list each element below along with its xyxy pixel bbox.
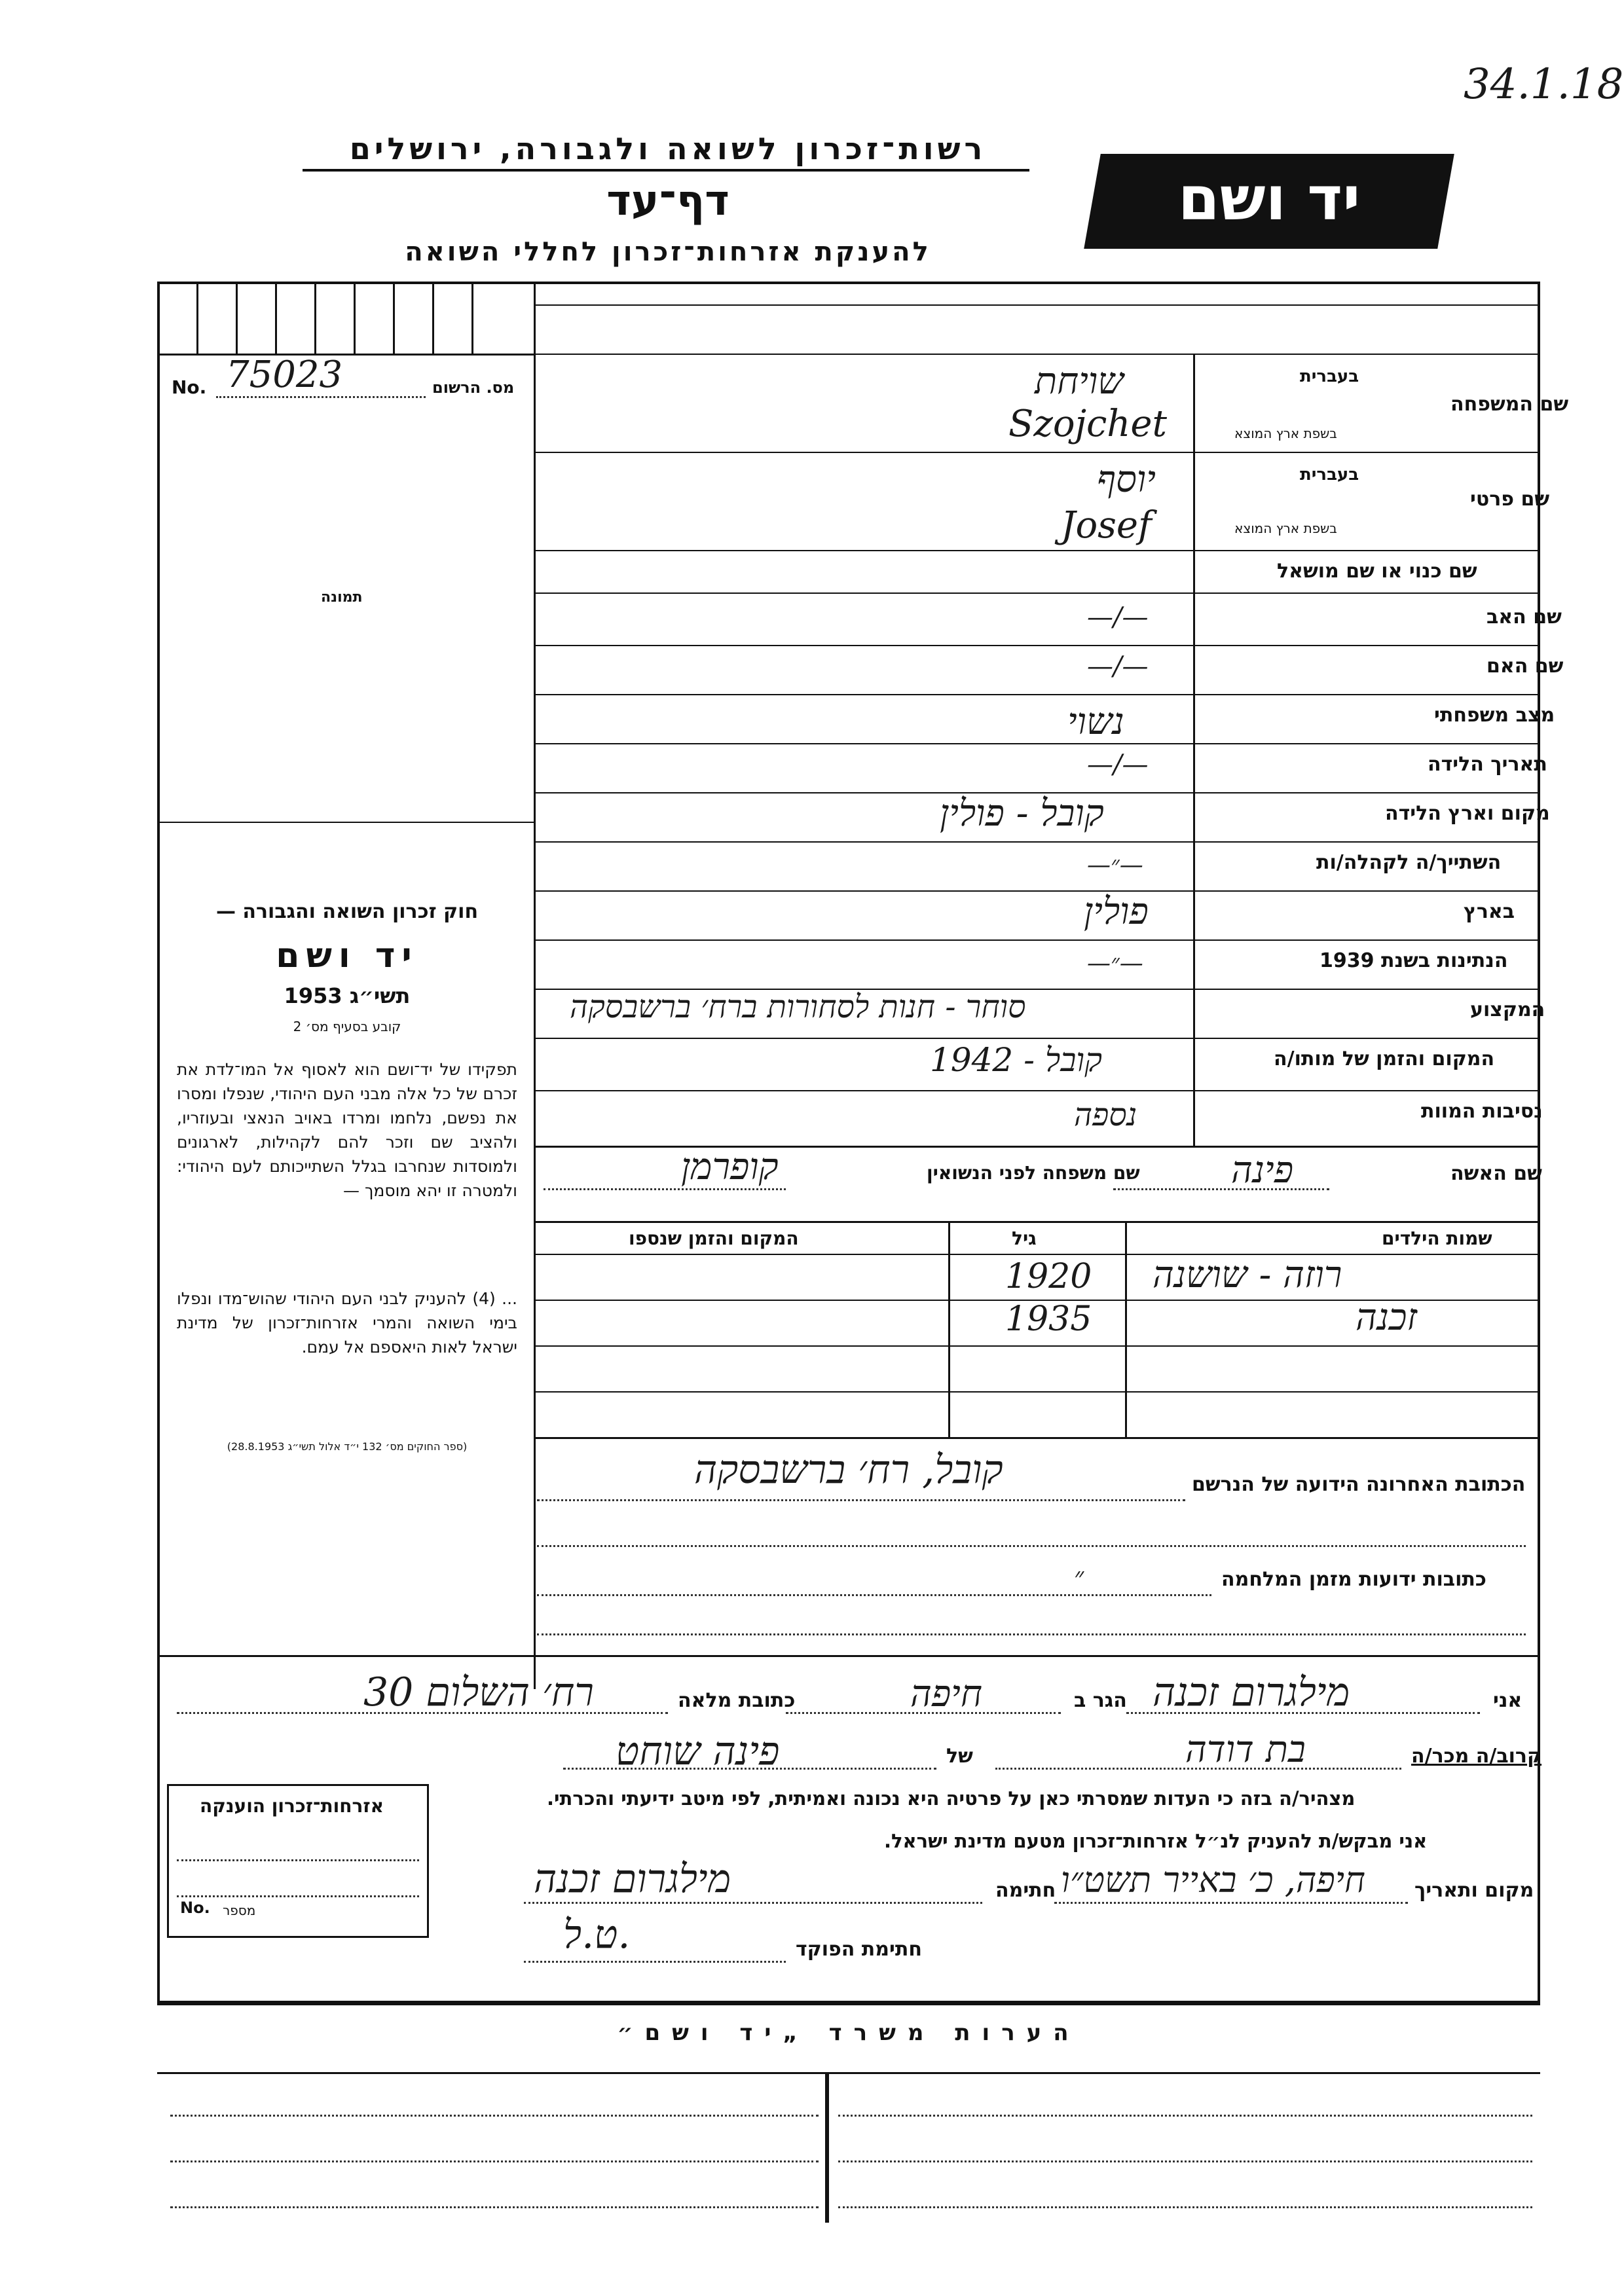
declaration-dotted-line xyxy=(177,1712,668,1714)
wife-label: שם האשה xyxy=(1450,1162,1542,1185)
witness-full-address[interactable]: רח׳ השלום 30 xyxy=(363,1669,594,1715)
form-title: דף־עד xyxy=(606,177,729,225)
row-line xyxy=(534,354,1540,355)
declaration-dotted-line xyxy=(1126,1712,1480,1714)
death-place-time-label: המקום והזמן של מותו/ה xyxy=(1274,1048,1495,1070)
profession-value[interactable]: סוחר - חנות לסחורות ברח׳ ברשבסקה xyxy=(570,989,1026,1025)
lives-in-label: הגר ב xyxy=(1074,1689,1127,1712)
law-clause-ref: קובע בסעיף מס׳ 2 xyxy=(293,1019,401,1034)
row-line xyxy=(534,645,1540,646)
law-paragraph-1: תפקידו של יד־ושם הוא לאסוף אל המו־לדת את זכרם של כל אלה מבני העם היהודי, שנפלו ומסרו את נפשם, נלחמו ומרדו באויב הנאצי ובעוזריו, ולהציב שם וזכר להם לקהילות, לארגונים ולמוסדות שנחרבו בגלל השתייכותם לעם היהודי: ולמטרה זו יהא מוסמך — xyxy=(177,1060,517,1200)
declaration-dotted-line xyxy=(563,1768,936,1770)
family-name-native-sub: בשפת ארץ המוצא xyxy=(1234,426,1337,441)
signature-dotted-line xyxy=(1054,1902,1408,1904)
row-line xyxy=(534,550,1540,551)
row-line xyxy=(534,694,1540,695)
registration-top-line xyxy=(157,354,534,355)
form-subtitle: להענקת אזרחות־זכרון לחללי השואה xyxy=(405,237,931,267)
wife-row-bottom xyxy=(534,1221,1540,1223)
birthplace-value[interactable]: קובל - פולין xyxy=(940,792,1104,835)
law-year: תשי״ג 1953 xyxy=(284,983,411,1008)
wife-maiden-value[interactable]: קופרמן xyxy=(681,1146,779,1188)
witness-name[interactable]: מילגרום זכנה xyxy=(1153,1669,1350,1715)
authority-line: רשות־זכרון לשואה ולגבורה, ירושלים xyxy=(349,131,987,166)
row-line xyxy=(534,1038,1540,1039)
last-address-value[interactable]: קובל, רח׳ ברשבסקה xyxy=(694,1447,1003,1493)
country-value[interactable]: פולין xyxy=(1084,890,1149,933)
address-dotted-line xyxy=(537,1499,1185,1501)
registration-no-label: No. xyxy=(172,376,207,398)
witness-city[interactable]: חיפה xyxy=(910,1673,982,1715)
statement-2: אני מבקש/ת להעניק לנ״ל אזרחות־זכרון מטעם מדינת ישראל. xyxy=(884,1830,1428,1852)
statement-1: מצהיר/ה בזה כי העדות שמסרתי כאן על פרטיה היא נכונה ואמיתית, לפי מיטב ידיעתי והכרתי. xyxy=(547,1787,1356,1810)
grid-cell xyxy=(196,282,198,354)
citizenship-no-label: No. xyxy=(180,1899,210,1917)
archive-number: 34.1.18 xyxy=(1464,60,1624,109)
remarks-dotted-line xyxy=(838,2160,1532,2162)
signature-label: חתימה xyxy=(995,1879,1056,1902)
left-column-divider xyxy=(534,282,536,1689)
remarks-dotted-line xyxy=(838,2206,1532,2208)
labels-column-divider xyxy=(1193,354,1195,1146)
row-line xyxy=(534,592,1540,594)
wife-dotted-line xyxy=(1113,1188,1329,1190)
last-address-label: הכתובת האחרונה הידועה של הנרשם xyxy=(1192,1473,1526,1496)
citizenship-1939-value[interactable]: —״— xyxy=(1087,950,1143,977)
given-name-native-sub: בשפת ארץ המוצא xyxy=(1234,520,1337,536)
grid-cell xyxy=(236,282,238,354)
full-address-label: כתובת מלאה xyxy=(678,1689,796,1712)
address-dotted-line xyxy=(537,1633,1526,1635)
row-line xyxy=(534,939,1540,941)
birth-date-value[interactable]: —/— xyxy=(1087,750,1149,780)
given-name-hebrew-sub: בעברית xyxy=(1300,465,1359,484)
mother-name-value[interactable]: —/— xyxy=(1087,651,1149,682)
child-2-name[interactable]: זכנה xyxy=(1356,1296,1418,1339)
birth-date-label: תאריך הלידה xyxy=(1428,753,1547,776)
citizenship-number-label: מספר xyxy=(223,1903,256,1918)
grid-cell xyxy=(354,282,356,354)
family-name-hebrew-sub: בעברית xyxy=(1300,367,1359,386)
law-paragraph-2: ... (4) להעניק לבני העם היהודי שהוש־מדו ונפלו בימי השואה והמרי אזרחות־זכרון של מדינת ישראל לאות היאספם אל עמם. xyxy=(177,1289,517,1357)
logo-text: יד ושם xyxy=(1177,164,1361,234)
father-name-label: שם האב xyxy=(1486,606,1562,629)
address-dotted-line xyxy=(537,1545,1526,1547)
declaration-dotted-line xyxy=(995,1768,1401,1770)
row-line xyxy=(534,743,1540,744)
wife-value[interactable]: פינה xyxy=(1231,1149,1294,1192)
place-date-value[interactable]: חיפה, כ׳ באייר תשט״ו xyxy=(1061,1859,1365,1901)
witness-signature[interactable]: מילגרום זכנה xyxy=(534,1856,731,1902)
official-dotted-line xyxy=(524,1961,786,1963)
photo-bottom-line xyxy=(157,822,534,823)
marital-status-label: מצב משפחתי xyxy=(1434,704,1555,727)
grid-cell xyxy=(432,282,434,354)
given-name-label: שם פרטי xyxy=(1470,488,1550,511)
remarks-dotted-line xyxy=(170,2160,819,2162)
child-1-name[interactable]: רוזה - שושנה xyxy=(1153,1254,1342,1296)
official-signature[interactable]: ט.ל. xyxy=(563,1912,631,1958)
remarks-dotted-line xyxy=(170,2115,819,2117)
place-date-label: מקום ותאריך xyxy=(1414,1879,1534,1902)
grid-cell xyxy=(393,282,395,354)
children-names-header: שמות הילדים xyxy=(1382,1228,1492,1249)
address-bottom xyxy=(157,1655,1540,1657)
children-place-header: המקום והזמן שנספו xyxy=(629,1228,799,1249)
remarks-divider xyxy=(825,2072,829,2223)
remarks-title: הערות משרד „יד ושם״ xyxy=(617,2020,1080,2046)
mother-name-label: שם האם xyxy=(1486,655,1564,678)
citizenship-box-line xyxy=(177,1895,419,1897)
remarks-header-line xyxy=(157,2072,1540,2074)
wife-maiden-label: שם משפחה לפני הנשואין xyxy=(927,1162,1140,1184)
remarks-dotted-line xyxy=(170,2206,819,2208)
wartime-address-value[interactable]: ״ xyxy=(1074,1562,1084,1592)
registration-label: מס. הרשום xyxy=(432,378,515,397)
law-name: יד ושם xyxy=(276,936,418,975)
relation-value[interactable]: בת דודה xyxy=(1185,1728,1306,1771)
family-name-hebrew-value[interactable]: שויחת xyxy=(1035,360,1124,403)
given-name-hebrew-value[interactable]: יוסף xyxy=(1097,458,1156,501)
community-label: השתייך/ה לקהלה/ות xyxy=(1316,851,1502,874)
row-line xyxy=(534,452,1540,453)
death-circumstances-label: נסיבות המוות xyxy=(1421,1100,1543,1123)
signature-dotted-line xyxy=(524,1902,982,1904)
father-name-value[interactable]: —/— xyxy=(1087,602,1149,632)
child-1-age[interactable]: 1920 xyxy=(1005,1257,1092,1296)
death-circumstances-value[interactable]: נספה xyxy=(1074,1097,1137,1133)
children-row-line xyxy=(534,1345,1540,1347)
grid-cell xyxy=(314,282,316,354)
profession-label: המקצוע xyxy=(1470,998,1545,1021)
remarks-dotted-line xyxy=(838,2115,1532,2117)
community-value[interactable]: —״— xyxy=(1087,852,1143,879)
declaration-dotted-line xyxy=(786,1712,1061,1714)
nickname-label: שם כנוי או שם מושאל xyxy=(1277,560,1477,583)
of-label: של xyxy=(946,1745,973,1768)
law-source-note: (ספר החוקים מס׳ 132 י״ד אלול תשי״ג 28.8.1953) xyxy=(227,1440,468,1453)
death-place-time-value[interactable]: קובל - 1942 xyxy=(930,1041,1102,1079)
child-2-age[interactable]: 1935 xyxy=(1005,1300,1092,1339)
remarks-top xyxy=(157,2003,1540,2005)
row-line xyxy=(534,890,1540,892)
birthplace-label: מקום וארץ הלידה xyxy=(1385,802,1550,825)
top-band-line xyxy=(534,304,1540,306)
registration-dotted-line xyxy=(216,396,426,398)
children-bottom xyxy=(534,1437,1540,1439)
law-title: חוק זכרון השואה והגבורה — xyxy=(215,900,479,923)
registration-number[interactable]: 75023 xyxy=(226,354,343,396)
of-value[interactable]: פינה שוחט xyxy=(616,1728,780,1774)
wartime-address-label: כתובות ידועות מזמן המלחמה xyxy=(1221,1568,1486,1591)
family-name-native-value[interactable]: Szojchet xyxy=(1008,403,1168,445)
family-name-label: שם המשפחה xyxy=(1450,393,1569,416)
wife-dotted-line xyxy=(544,1188,786,1190)
citizenship-box-line xyxy=(177,1859,419,1861)
photo-label: תמונה xyxy=(321,589,363,606)
citizenship-box-title: אזרחות־זכרון הוענקה xyxy=(200,1795,384,1817)
address-dotted-line xyxy=(537,1594,1211,1596)
relation-label: קרוב/ה מכר/ה xyxy=(1411,1745,1542,1768)
authority-underline xyxy=(303,169,1029,172)
row-line xyxy=(534,841,1540,843)
children-row-line xyxy=(534,1391,1540,1393)
country-label: בארץ xyxy=(1464,900,1515,923)
grid-cell xyxy=(275,282,277,354)
declaration-i-label: אני xyxy=(1493,1689,1522,1712)
children-age-header: גיל xyxy=(1012,1228,1037,1249)
grid-cell xyxy=(471,282,473,354)
marital-status-value[interactable]: נשוי xyxy=(1067,701,1124,743)
children-header-line xyxy=(534,1254,1540,1255)
row-line xyxy=(534,1090,1540,1091)
official-signature-label: חתימת הפוקד xyxy=(796,1938,922,1961)
given-name-native-value[interactable]: Josef xyxy=(1061,504,1152,547)
citizenship-1939-label: הנתינות בשנת 1939 xyxy=(1320,949,1508,972)
